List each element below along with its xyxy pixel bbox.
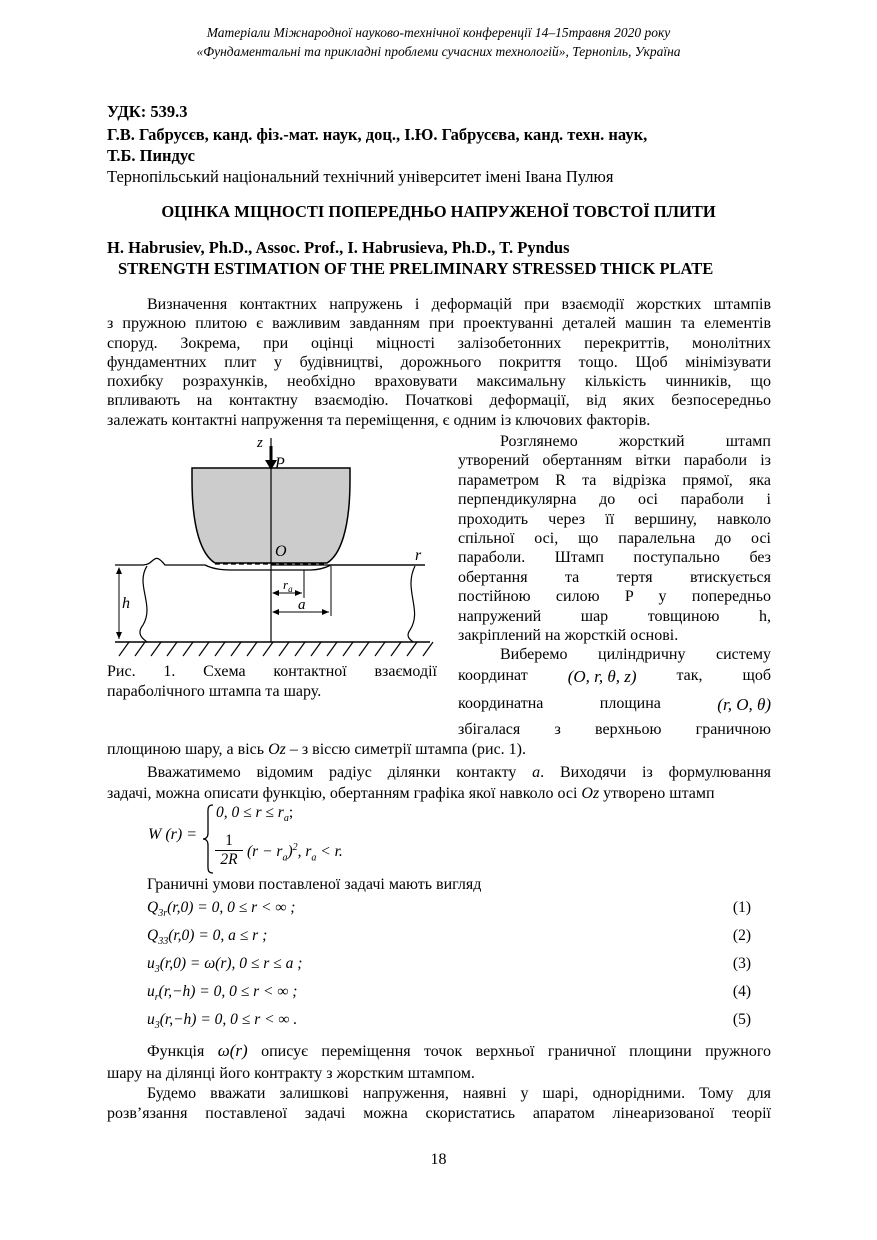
W-case2-close: ): [287, 843, 293, 861]
known-var-oz: Oz: [581, 785, 600, 802]
function-line2: шару на ділянці його контракту з жорстким штампом.: [107, 1065, 475, 1082]
W-case2-tail: , r: [297, 843, 312, 861]
contact-scheme-figure: [105, 430, 445, 660]
eq3-rest: (r,0) = ω(r), 0 ≤ r ≤ a ;: [159, 955, 303, 972]
equation-number-2: (2): [732, 927, 751, 944]
eq5-lhs: u: [147, 1011, 155, 1028]
function-paragraph: [107, 1040, 771, 1085]
right-line: закріплений на жорсткій основі.: [458, 627, 679, 645]
plane-line: [458, 695, 771, 715]
residual-line1: Будемо вважати залишкові напруження, наявні у шарі, однорідними. Тому для: [147, 1085, 771, 1102]
label-O: O: [275, 543, 287, 560]
piecewise-brace: [201, 803, 215, 875]
right-line: утворений обертанням вітки параболи із: [458, 452, 771, 470]
equation-5: [147, 1011, 297, 1031]
W-case2-tail-end: < r.: [316, 843, 343, 861]
equation-number-1: (1): [732, 899, 751, 916]
W-case1: [216, 804, 293, 824]
W-lhs: W (r) =: [148, 826, 198, 843]
right-line: параметром R та відрізка прямої, яка: [458, 471, 771, 489]
coord-tuple: (O, r, θ, z): [567, 667, 637, 686]
eq1-rest: (r,0) = 0, 0 ≤ r < ∞ ;: [167, 899, 296, 916]
label-a: a: [298, 597, 306, 613]
intro-line: споруд. Зокрема, при оцінці міцності залізобетонних перекриттів, монолітних: [107, 334, 771, 352]
eq5-rest: (r,−h) = 0, 0 ≤ r < ∞ .: [159, 1011, 298, 1028]
page-number: 18: [430, 1151, 447, 1168]
intro-line: залежать контактні напруження та переміщення, є одним із ключових факторів.: [107, 411, 651, 429]
equation-number-3: (3): [732, 955, 751, 972]
right-line: перпендикулярна до осі параболи і: [458, 491, 771, 509]
eq1-sub: 3r: [158, 908, 168, 920]
function-line1: [107, 1040, 771, 1063]
known-line2-pre: задачі, можна описати функцію, обертанням графіка якої навколо осі: [107, 785, 582, 802]
eq3-sub: 3: [154, 964, 160, 976]
known-line2: [107, 783, 771, 804]
coincide-line: [458, 721, 771, 739]
authors-en: H. Habrusiev, Ph.D., Assoc. Prof., I. Habrusieva, Ph.D., T. Pyndus: [107, 238, 570, 257]
known-line1-post: . Виходячи із формулювання: [540, 764, 772, 781]
axis-line-pre: площиною шару, а вісь: [107, 741, 269, 758]
W-case2-body: (r − r: [247, 843, 283, 861]
right-line: параболи. Штамп поступально без: [458, 549, 771, 567]
equation-3: [147, 955, 302, 975]
right-line: напружений шар товщиною h,: [458, 607, 771, 625]
eq4-lhs: u: [147, 983, 155, 1000]
label-r: r: [415, 547, 422, 564]
eq5-sub: 3: [154, 1020, 160, 1032]
right-line: спільної осі, що паралельна до осі: [458, 530, 771, 548]
eq2-sub: 33: [158, 936, 169, 948]
label-ra: $r_a$: [283, 577, 293, 594]
rigid-base-hatching: [119, 642, 433, 656]
coincide-word: з: [554, 721, 561, 738]
affiliation: Тернопільський національний технічний університет імені Івана Пулюя: [107, 167, 614, 186]
known-radius-paragraph: [107, 762, 771, 804]
W-case1-text: 0, 0 ≤ r ≤ r: [216, 804, 284, 821]
title-en: STRENGTH ESTIMATION OF THE PRELIMINARY STRESSED THICK PLATE: [118, 259, 714, 278]
eq4-sub: r: [154, 992, 159, 1004]
boundary-intro: Граничні умови поставленої задачі мають вигляд: [147, 876, 482, 893]
W-case1-end: ;: [288, 804, 294, 821]
right-column-text: [458, 432, 771, 665]
authors-ua-line2: Т.Б. Пиндус: [107, 146, 195, 165]
function-var: ω(r): [217, 1041, 248, 1060]
W-case2-pow: 2: [292, 842, 298, 853]
known-line2-post: утворено штамп: [599, 785, 715, 802]
intro-line: похибку розрахунків, необхідно враховувати максимальну кількість чинників, що: [107, 373, 771, 391]
title-ua: ОЦІНКА МІЦНОСТІ ПОПЕРЕДНЬО НАПРУЖЕНОЇ ТОВСТОЇ ПЛИТИ: [161, 202, 716, 221]
W-frac-num: 1: [225, 832, 233, 849]
axis-line-post: – з віссю симетрії штампа (рис. 1).: [285, 741, 527, 758]
W-case2-tail-sub: a: [311, 852, 317, 864]
layer-right-edge: [408, 566, 415, 642]
coord-word2: так,: [676, 667, 703, 684]
right-line: Розглянемо жорсткий штамп: [500, 433, 771, 450]
equation-4: [147, 983, 297, 1003]
W-fraction: [215, 832, 243, 869]
right-line: проходить через її вершину, навколо: [458, 510, 771, 528]
eq2-lhs: Q: [147, 927, 159, 944]
intro-paragraph: [107, 295, 771, 430]
caption-line2: параболічного штампа та шару.: [107, 683, 322, 700]
coincide-word: збігалася: [458, 721, 521, 738]
eq1-lhs: Q: [147, 899, 159, 916]
residual-paragraph: [107, 1084, 771, 1124]
axis-var: Oz: [268, 741, 286, 758]
intro-line: фундаментних плит у будівництві, дорожнього покриття тощо. Щоб мінімізувати: [107, 353, 771, 371]
equation-1: [147, 899, 295, 919]
label-h: h: [122, 595, 130, 612]
equation-number-5: (5): [732, 1011, 751, 1028]
coord-word3: щоб: [742, 667, 771, 684]
plane-word2: площина: [599, 695, 661, 712]
eq3-lhs: u: [147, 955, 155, 972]
conference-header-line2: «Фундаментальні та прикладні проблеми сучасних технологій», Тернопіль, Україна: [196, 44, 681, 59]
eq2-rest: (r,0) = 0, a ≤ r ;: [168, 927, 268, 944]
eq4-rest: (r,−h) = 0, 0 ≤ r < ∞ ;: [158, 983, 298, 1000]
W-case2: [247, 842, 343, 863]
authors-ua-line1: Г.В. Габрусєв, канд. фіз.-мат. наук, доц., І.Ю. Габрусєва, канд. техн. наук,: [107, 125, 648, 144]
plane-tuple: (r, O, θ): [717, 695, 771, 714]
equation-2: [147, 927, 267, 947]
equation-number-4: (4): [732, 983, 751, 1000]
coincide-word: граничною: [695, 721, 771, 738]
label-z: z: [257, 435, 263, 451]
known-line1-pre: Вважатимемо відомим радіус ділянки контакту: [147, 764, 533, 781]
caption-line1: Рис. 1. Схема контактної взаємодії: [107, 663, 437, 680]
W-case2-sub: a: [282, 852, 288, 864]
axis-line: [107, 741, 526, 759]
label-P: P: [275, 455, 285, 472]
right-line: постійною силою P у попередньо: [458, 588, 771, 606]
coincide-word: верхньою: [595, 721, 662, 738]
W-case1-sub: a: [283, 813, 289, 825]
right-line: Виберемо циліндричну систему: [500, 646, 771, 664]
conference-header-line1: Матеріали Міжнародної науково-технічної конференції 14–15травня 2020 року: [206, 25, 671, 40]
known-var-a: a: [532, 764, 541, 781]
intro-line: Визначення контактних напружень і деформацій при взаємодії жорстких штампів: [147, 296, 771, 313]
intro-line: з пружною плитою є важливим завданням при проектуванні деталей машин та елементів: [107, 315, 771, 333]
W-frac-den: 2R: [215, 850, 243, 869]
intro-line: впливають на контактну взаємодію. Початкові деформації, від яких безпосередньо: [107, 392, 771, 410]
residual-line2: розв’язання поставленої задачі можна скористатись апаратом лінеаризованої теорії: [107, 1105, 771, 1122]
udk: УДК: 539.3: [107, 102, 188, 121]
coordinates-line: [458, 667, 771, 687]
plane-word1: координатна: [458, 695, 544, 712]
coord-word1: координат: [458, 667, 528, 684]
layer-left-edge: [140, 566, 147, 642]
function-pre: Функція: [147, 1043, 218, 1060]
right-line: обертання та тертя втискується: [458, 568, 771, 586]
figure-caption: [107, 662, 437, 702]
known-line1: [107, 762, 771, 783]
function-post: описує переміщення точок верхньої граничної площини пружного: [247, 1043, 772, 1060]
